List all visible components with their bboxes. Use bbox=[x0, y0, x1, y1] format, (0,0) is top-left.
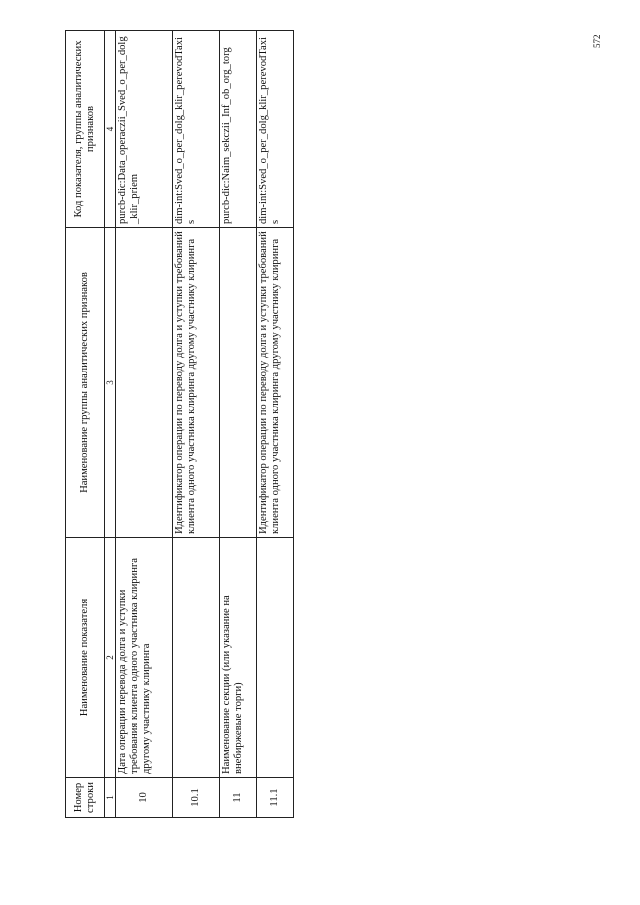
indicator-code: purcb-dic:Naim_sekczii_Inf_ob_org_torg bbox=[220, 31, 257, 228]
indicator-code: dim-int:Sved_o_per_dolg_klir_perevodTaxis bbox=[173, 31, 220, 228]
table-row bbox=[116, 31, 173, 818]
indicator-table bbox=[65, 30, 294, 818]
row-number: 11 bbox=[220, 778, 257, 818]
row-number: 10 bbox=[116, 778, 173, 818]
table-row bbox=[173, 31, 220, 818]
indicator-code: purcb-dic:Data_operaczii_Sved_o_per_dolg_klir_priem bbox=[116, 31, 173, 228]
row-number: 11.1 bbox=[257, 778, 294, 818]
indicator-code: dim-int:Sved_o_per_dolg_klir_perevodTaxis bbox=[257, 31, 294, 228]
indicator-name bbox=[173, 538, 220, 778]
indicator-name bbox=[257, 538, 294, 778]
column-number-row bbox=[105, 31, 116, 818]
column-number: 2 bbox=[105, 538, 116, 778]
table-header-row bbox=[66, 31, 105, 818]
header-row-number: Номер строки bbox=[66, 778, 105, 818]
row-number: 10.1 bbox=[173, 778, 220, 818]
column-number: 1 bbox=[105, 778, 116, 818]
group-name bbox=[220, 228, 257, 538]
table-row bbox=[257, 31, 294, 818]
group-name bbox=[116, 228, 173, 538]
column-number: 4 bbox=[105, 31, 116, 228]
group-name: Идентификатор операции по переводу долга и уступки требований клиента одного участника клиринга другому участнику клиринга bbox=[173, 228, 220, 538]
column-number: 3 bbox=[105, 228, 116, 538]
header-group-name: Наименование группы аналитических признаков bbox=[66, 228, 105, 538]
rotated-table-container bbox=[65, 31, 282, 818]
header-indicator-name: Наименование показателя bbox=[66, 538, 105, 778]
table-row bbox=[220, 31, 257, 818]
indicator-name: Наименование секции (или указание на внебиржевые торги) bbox=[220, 538, 257, 778]
header-code: Код показателя, группы аналитических признаков bbox=[66, 31, 105, 228]
indicator-name: Дата операции перевода долга и уступки требования клиента одного участника клиринга другому участнику клиринга bbox=[116, 538, 173, 778]
page-number: 572 bbox=[592, 34, 602, 48]
group-name: Идентификатор операции по переводу долга и уступки требований клиента одного участника клиринга другому участнику клиринга bbox=[257, 228, 294, 538]
